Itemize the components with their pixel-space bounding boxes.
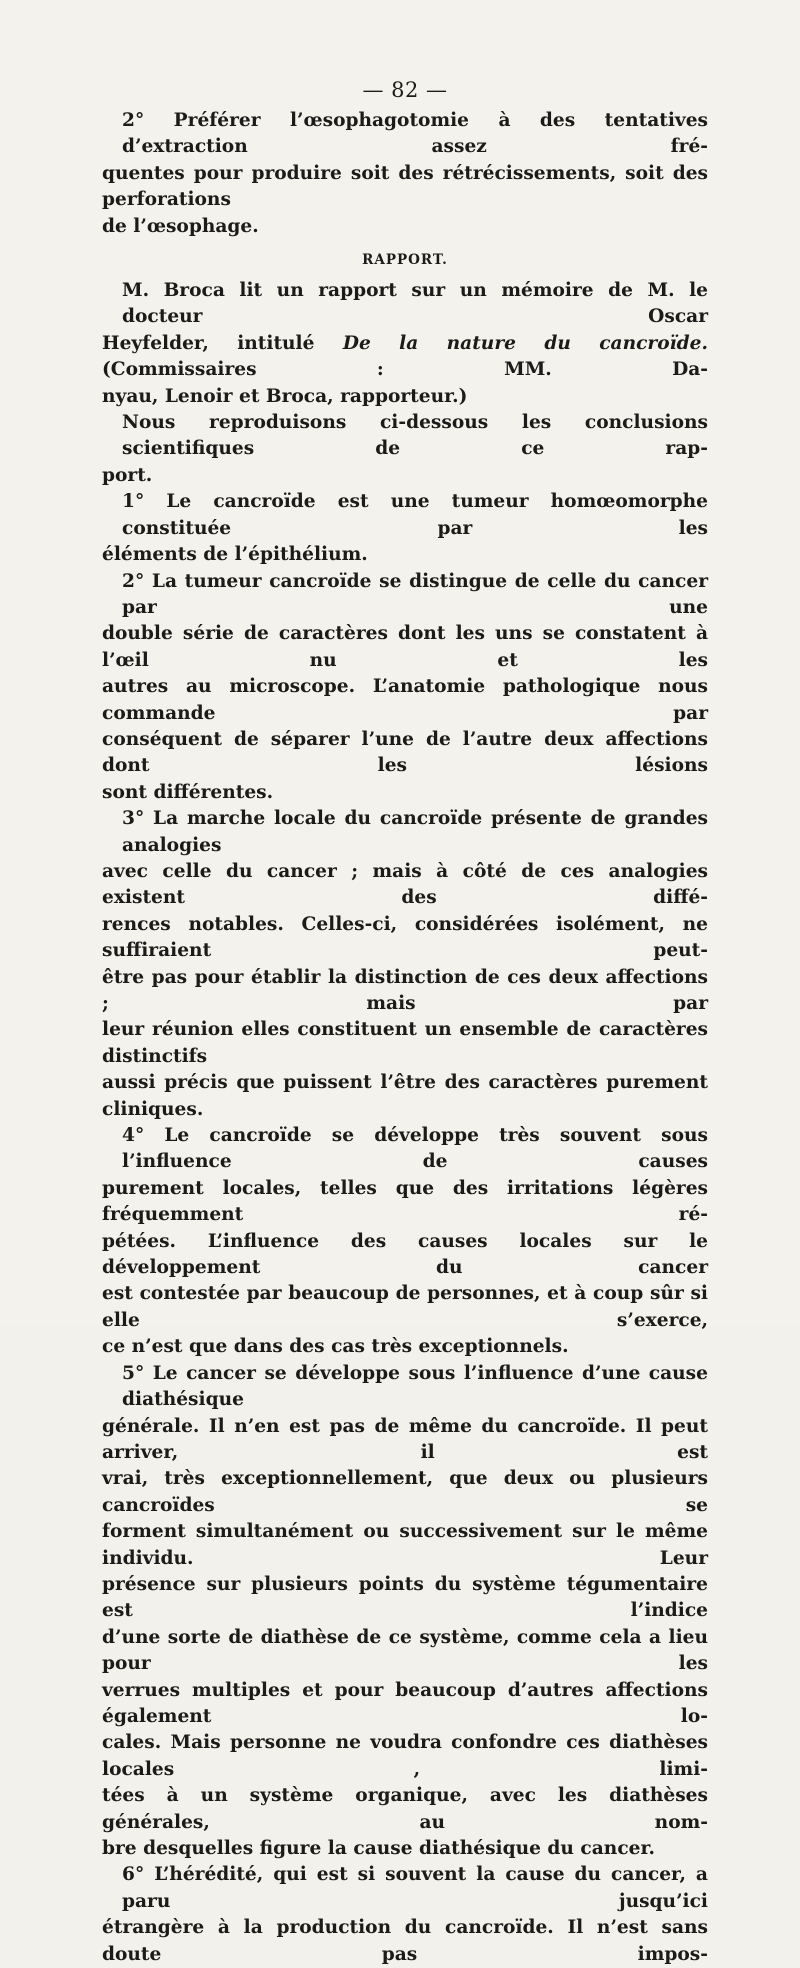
text-line: aussi précis que puissent l’être des caractères purement cliniques. xyxy=(102,1072,708,1120)
paragraph-conclusion-3 xyxy=(102,806,708,1123)
text-line: de l’œsophage. xyxy=(102,215,259,237)
text-line: cales. Mais personne ne voudra confondre ces diathèses locales , limi- xyxy=(102,1732,708,1780)
paragraph-report-intro xyxy=(102,278,708,410)
paragraph-reproduction-note xyxy=(102,410,708,489)
text-line: leur réunion elles constituent un ensemble de caractères distinctifs xyxy=(102,1019,708,1067)
text-line: rences notables. Celles-ci, considérées isolément, ne suffiraient peut- xyxy=(102,913,708,962)
paragraph-conclusion-4 xyxy=(102,1123,708,1361)
paragraph-conclusion-2 xyxy=(102,108,708,240)
text-line: nyau, Lenoir et Broca, rapporteur.) xyxy=(102,385,468,407)
text-line: être pas pour établir la distinction de ces deux affections ; mais par xyxy=(102,966,708,1014)
paragraph-conclusion-6 xyxy=(102,1862,708,1968)
text-line: port. xyxy=(102,464,153,486)
text-line: forment simultanément ou successivement sur le même individu. Leur xyxy=(102,1521,708,1569)
text-line: 3° La marche locale du cancroïde présente de grandes analogies xyxy=(122,808,708,856)
text-line: 4° Le cancroïde se développe très souvent sous l’influence de causes xyxy=(122,1125,708,1173)
text-line: sont différentes. xyxy=(102,781,274,803)
text-line: double série de caractères dont les uns se constatent à l’œil nu et les xyxy=(102,623,708,671)
text-segment: Heyfelder, intitulé xyxy=(102,332,343,354)
section-heading: RAPPORT. xyxy=(362,252,448,269)
text-line: 5° Le cancer se développe sous l’influence d’une cause diathésique xyxy=(122,1362,708,1411)
paragraph-conclusion-5 xyxy=(102,1361,708,1863)
text-line: présence sur plusieurs points du système tégumentaire est l’indice xyxy=(102,1573,708,1622)
text-line: d’une sorte de diathèse de ce système, comme cela a lieu pour les xyxy=(102,1626,708,1675)
text-line: ce n’est que dans des cas très exceptionnels. xyxy=(102,1336,569,1358)
text-line: vrai, très exceptionnellement, que deux ou plusieurs cancroïdes se xyxy=(102,1468,708,1516)
text-segment: (Commissaires : MM. Da- xyxy=(102,359,708,381)
text-line: 6° L’hérédité, qui est si souvent la cause du cancer, a paru jusqu’ici xyxy=(122,1864,708,1912)
text-line: quentes pour produire soit des rétrécissements, soit des perforations xyxy=(102,162,708,211)
text-line: conséquent de séparer l’une de l’autre deux affections dont les lésions xyxy=(102,728,708,777)
memoir-title: De la nature du cancroïde. xyxy=(342,332,708,354)
text-line: bre desquelles figure la cause diathésique du cancer. xyxy=(102,1838,656,1859)
text-line: purement locales, telles que des irritations légères fréquemment ré- xyxy=(102,1177,708,1226)
text-line: 2° Préférer l’œsophagotomie à des tentatives d’extraction assez fré- xyxy=(122,110,708,158)
paragraph-conclusion-2b xyxy=(102,569,708,807)
text-line: M. Broca lit un rapport sur un mémoire de M. le docteur Oscar xyxy=(122,280,708,328)
text-line: verrues multiples et pour beaucoup d’autres affections également lo- xyxy=(102,1679,708,1727)
text-line: étrangère à la production du cancroïde. Il n’est sans doute pas impos- xyxy=(102,1917,708,1965)
text-line: pétées. L’influence des causes locales sur le développement du cancer xyxy=(102,1230,708,1279)
text-line xyxy=(102,331,708,384)
text-line: Nous reproduisons ci-dessous les conclusions scientifiques de ce rap- xyxy=(122,412,708,460)
page-number: — 82 — xyxy=(362,78,448,102)
text-line: est contestée par beaucoup de personnes, et à coup sûr si elle s’exerce, xyxy=(102,1283,708,1331)
text-line: générale. Il n’en est pas de même du cancroïde. Il peut arriver, il est xyxy=(102,1415,708,1463)
text-line: 2° La tumeur cancroïde se distingue de celle du cancer par une xyxy=(122,570,708,618)
text-line: tées à un système organique, avec les diathèses générales, au nom- xyxy=(102,1785,708,1833)
text-line: 1° Le cancroïde est une tumeur homœomorphe constituée par les xyxy=(122,491,708,539)
text-line: avec celle du cancer ; mais à côté de ces analogies existent des diffé- xyxy=(102,860,708,909)
paragraph-conclusion-1 xyxy=(102,489,708,568)
text-line: éléments de l’épithélium. xyxy=(102,544,368,566)
text-line: autres au microscope. L’anatomie pathologique nous commande par xyxy=(102,676,708,724)
